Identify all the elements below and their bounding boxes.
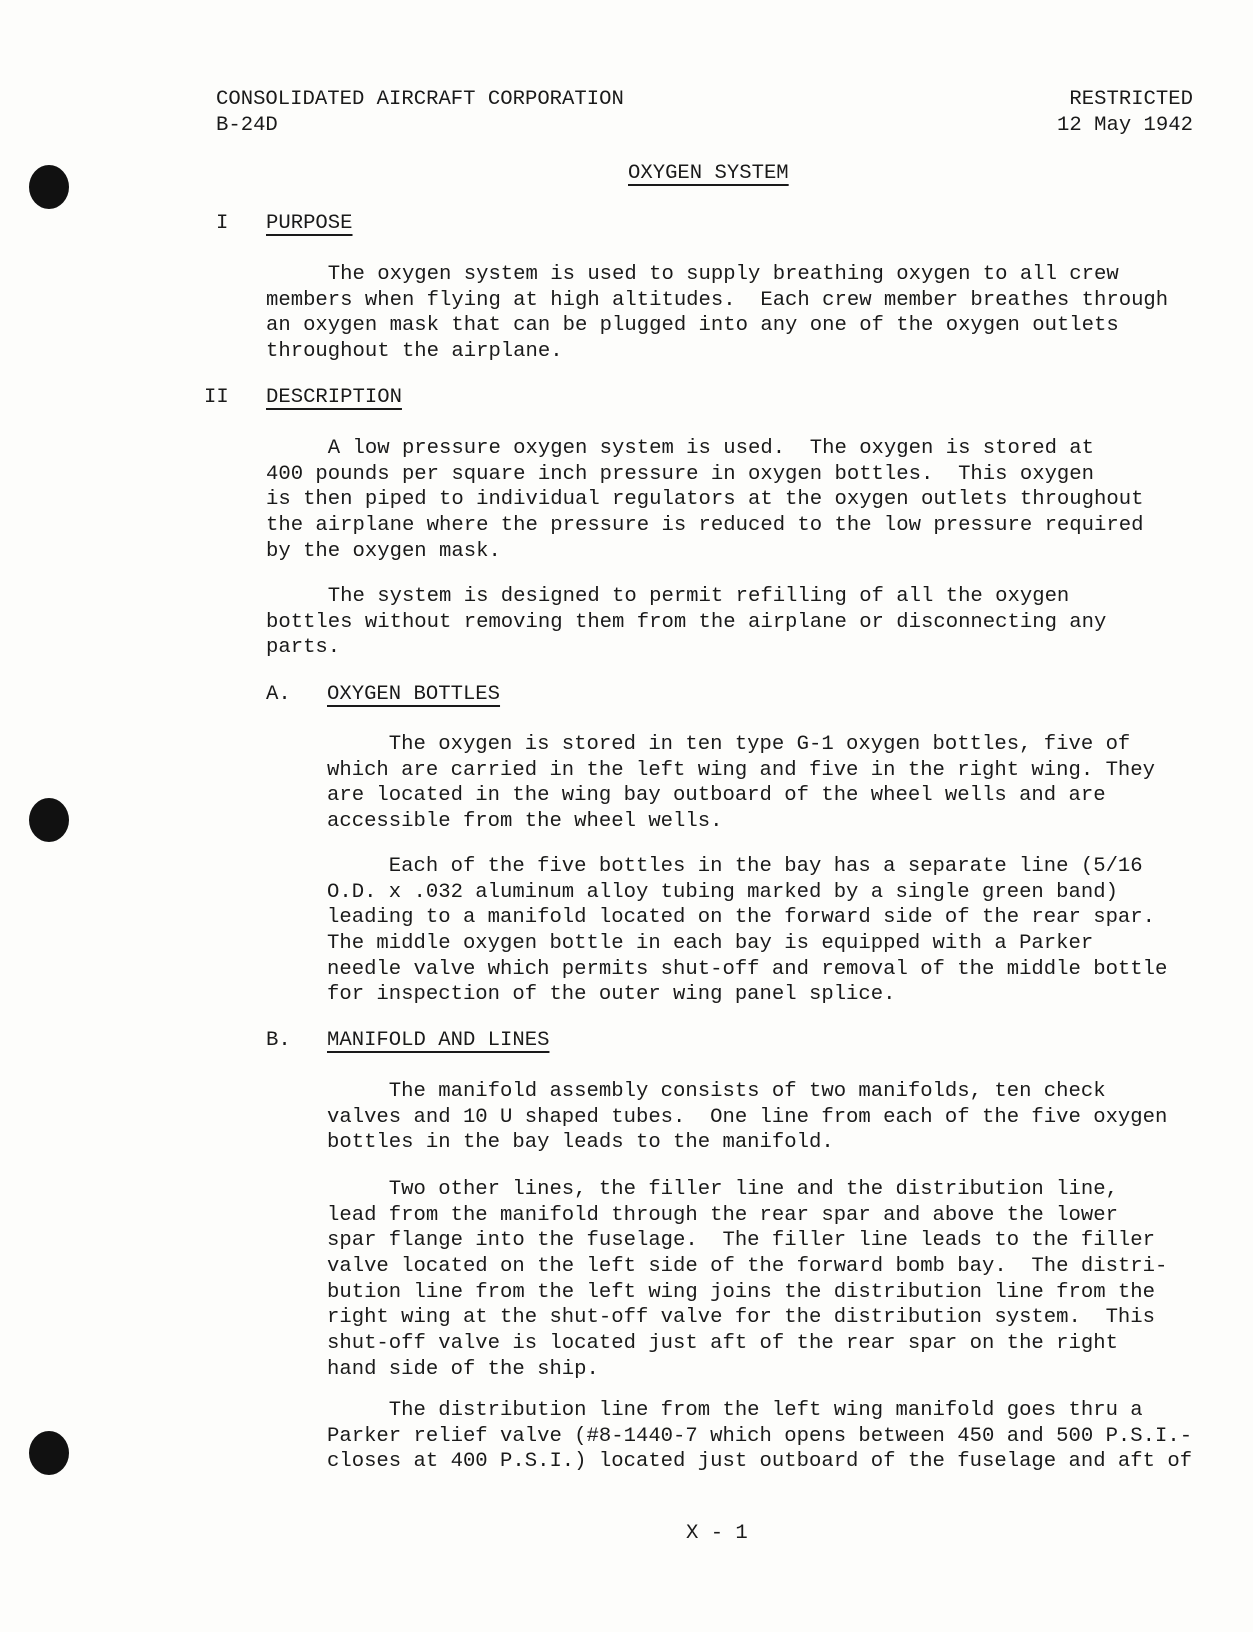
section-heading: DESCRIPTION xyxy=(266,386,402,409)
text-line: Each of the five bottles in the bay has a separate line (5/16 xyxy=(327,855,1143,878)
text-line: shut-off valve is located just aft of the rear spar on the right xyxy=(327,1332,1118,1356)
text-line: Parker relief valve (#8-1440-7 which opens between 450 and 500 P.S.I.- xyxy=(327,1424,1193,1448)
company-name: CONSOLIDATED AIRCRAFT CORPORATION xyxy=(216,88,624,111)
classification: RESTRICTED xyxy=(1069,88,1193,111)
text-line: The distribution line from the left wing manifold goes thru a xyxy=(327,1399,1143,1422)
punch-hole xyxy=(29,798,69,842)
subsection-heading: MANIFOLD AND LINES xyxy=(327,1029,550,1052)
text-line: The oxygen system is used to supply breathing oxygen to all crew xyxy=(266,263,1119,286)
text-line: accessible from the wheel wells. xyxy=(327,810,723,834)
text-line: members when flying at high altitudes. Each crew member breathes through xyxy=(266,288,1169,312)
text-line: The oxygen is stored in ten type G-1 oxygen bottles, five of xyxy=(327,733,1131,756)
paragraph xyxy=(327,854,1167,1008)
text-line: valve located on the left side of the forward bomb bay. The distri- xyxy=(327,1255,1168,1279)
page-number: X - 1 xyxy=(686,1522,748,1545)
text-line: The middle oxygen bottle in each bay is equipped with a Parker xyxy=(327,932,1094,956)
text-line: The system is designed to permit refilling of all the oxygen xyxy=(266,585,1070,608)
text-line: valves and 10 U shaped tubes. One line from each of the five oxygen xyxy=(327,1105,1168,1129)
text-line: lead from the manifold through the rear spar and above the lower xyxy=(327,1203,1118,1227)
page-title: OXYGEN SYSTEM xyxy=(628,162,789,185)
subsection-letter: B. xyxy=(266,1029,291,1052)
text-line: spar flange into the fuselage. The filler line leads to the filler xyxy=(327,1229,1156,1253)
punch-hole xyxy=(29,1431,69,1475)
text-line: Two other lines, the filler line and the distribution line, xyxy=(327,1178,1118,1201)
text-line: bution line from the left wing joins the distribution line from the xyxy=(327,1280,1156,1304)
text-line: throughout the airplane. xyxy=(266,340,563,364)
text-line: needle valve which permits shut-off and removal of the middle bottle xyxy=(327,957,1168,981)
text-line: the airplane where the pressure is reduced to the low pressure required xyxy=(266,514,1144,538)
punch-hole xyxy=(29,165,69,209)
text-line: is then piped to individual regulators at the oxygen outlets throughout xyxy=(266,488,1144,512)
paragraph xyxy=(266,436,1143,564)
paragraph xyxy=(327,1079,1167,1156)
text-line: an oxygen mask that can be plugged into any one of the oxygen outlets xyxy=(266,314,1119,338)
subsection-letter: A. xyxy=(266,683,291,706)
text-line: A low pressure oxygen system is used. The oxygen is stored at xyxy=(266,437,1095,460)
subsection-heading: OXYGEN BOTTLES xyxy=(327,683,501,706)
text-line: which are carried in the left wing and five in the right wing. They xyxy=(327,758,1156,782)
text-line: leading to a manifold located on the forward side of the rear spar. xyxy=(327,906,1156,930)
document-date: 12 May 1942 xyxy=(1057,113,1193,137)
aircraft-model: B-24D xyxy=(216,113,278,137)
text-line: O.D. x .032 aluminum alloy tubing marked by a single green band) xyxy=(327,880,1118,904)
paragraph xyxy=(266,584,1106,661)
text-line: closes at 400 P.S.I.) located just outboard of the fuselage and aft of xyxy=(327,1450,1193,1474)
text-line: are located in the wing bay outboard of the wheel wells and are xyxy=(327,784,1106,808)
paragraph xyxy=(327,1177,1167,1383)
text-line: parts. xyxy=(266,636,341,660)
text-line: for inspection of the outer wing panel splice. xyxy=(327,983,896,1007)
section-heading: PURPOSE xyxy=(266,212,353,235)
text-line: The manifold assembly consists of two manifolds, ten check xyxy=(327,1080,1106,1103)
paragraph xyxy=(266,262,1168,365)
text-line: bottles without removing them from the airplane or disconnecting any xyxy=(266,610,1107,634)
section-numeral: I xyxy=(216,212,229,235)
text-line: right wing at the shut-off valve for the distribution system. This xyxy=(327,1306,1156,1330)
text-line: bottles in the bay leads to the manifold. xyxy=(327,1131,834,1155)
section-numeral: II xyxy=(204,386,229,409)
header-left xyxy=(216,87,624,138)
text-line: by the oxygen mask. xyxy=(266,539,501,563)
paragraph xyxy=(327,732,1155,835)
header-right xyxy=(1057,87,1193,138)
paragraph xyxy=(327,1398,1192,1475)
text-line: 400 pounds per square inch pressure in oxygen bottles. This oxygen xyxy=(266,462,1095,486)
text-line: hand side of the ship. xyxy=(327,1357,599,1381)
